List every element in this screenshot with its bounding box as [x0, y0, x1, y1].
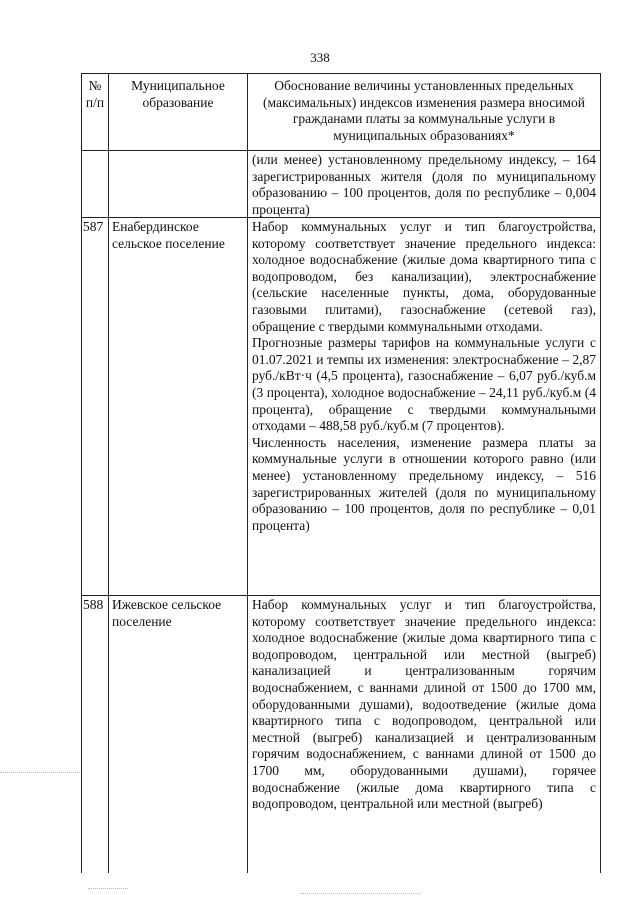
scan-artifact [300, 893, 420, 894]
row-number: 587 [83, 219, 104, 234]
header-col-municipality: Муниципальное образование [131, 78, 225, 110]
scan-artifact [88, 888, 128, 889]
justification-cell [252, 219, 596, 534]
row-divider [81, 595, 601, 596]
header-col-num: № п/п [85, 78, 105, 110]
continuation-text: (или менее) установленному предельному индексу, – 164 зарегистрированных жителя (доля по муниципальному образованию – 100 процентов, доля по республике – 0,004 процента) [252, 152, 596, 217]
header-col-justification: Обоснование величины установленных предельных (максимальных) индексов изменения размера вносимой гражданами платы за коммунальные услуги в муниципальных образованиях* [263, 78, 585, 143]
column-divider [247, 73, 248, 873]
paragraph-utilities-set: Набор коммунальных услуг и тип благоустройства, которому соответствует значение предельного индекса: холодное водоснабжение (жилые дома квартирного типа с водопроводом, без канализации), электроснабжение (сельские населенные пункты, дома, оборудованные газовыми плитами), газоснабжение (сетевой газ), обращение с твердыми коммунальными отходами. [252, 219, 596, 334]
paragraph-utilities-set: Набор коммунальных услуг и тип благоустройства, которому соответствует значение предельного индекса: холодное водоснабжение (жилые дома квартирного типа с водопроводом, центральной или местной (выгреб) канализацией и централизованным горячим водоснабжением, с ваннами длиной от 1500 до 1700 мм, оборудованными душами), водоотведение (жилые дома квартирного типа с водопроводом, центральной или местной (выгреб) канализацией и централизованным горячим водоснабжением, с ваннами длиной от 1500 до 1700 мм, оборудованными душами), горячее водоснабжение (жилые дома квартирного типа с водопроводом, центральной или местной (выгреб) [252, 597, 596, 812]
municipality-name: Ижевское сельское поселение [112, 597, 222, 629]
table-top-border [81, 73, 601, 74]
paragraph-tariffs: Прогнозные размеры тарифов на коммунальные услуги с 01.07.2021 и темпы их изменения: электроснабжение – 2,87 руб./кВт·ч (4,5 процента), газоснабжение – 6,07 руб./куб.м (3 процента), холодное водоснабжение – 24,11 руб./куб.м (4 процента), обращение с твердыми коммунальными отходами – 488,58 руб./куб.м (7 процентов). [252, 335, 596, 434]
justification-cell [252, 597, 596, 813]
table-left-border [81, 73, 82, 873]
paragraph-population: Численность населения, изменение размера платы за коммунальные услуги в отношении которого равно (или менее) установленному предельному индексу, – 516 зарегистрированных жителей (доля по муниципальному образованию – 100 процентов, доля по республике – 0,01 процента) [252, 434, 596, 533]
table-right-border [600, 73, 601, 873]
header-divider [81, 150, 601, 151]
page-number: 338 [310, 50, 330, 65]
municipality-name: Енабердинское сельское поселение [112, 219, 225, 251]
row-number: 588 [83, 597, 104, 612]
scan-artifact [0, 772, 80, 773]
column-divider [108, 73, 109, 873]
tariff-table [81, 73, 601, 873]
